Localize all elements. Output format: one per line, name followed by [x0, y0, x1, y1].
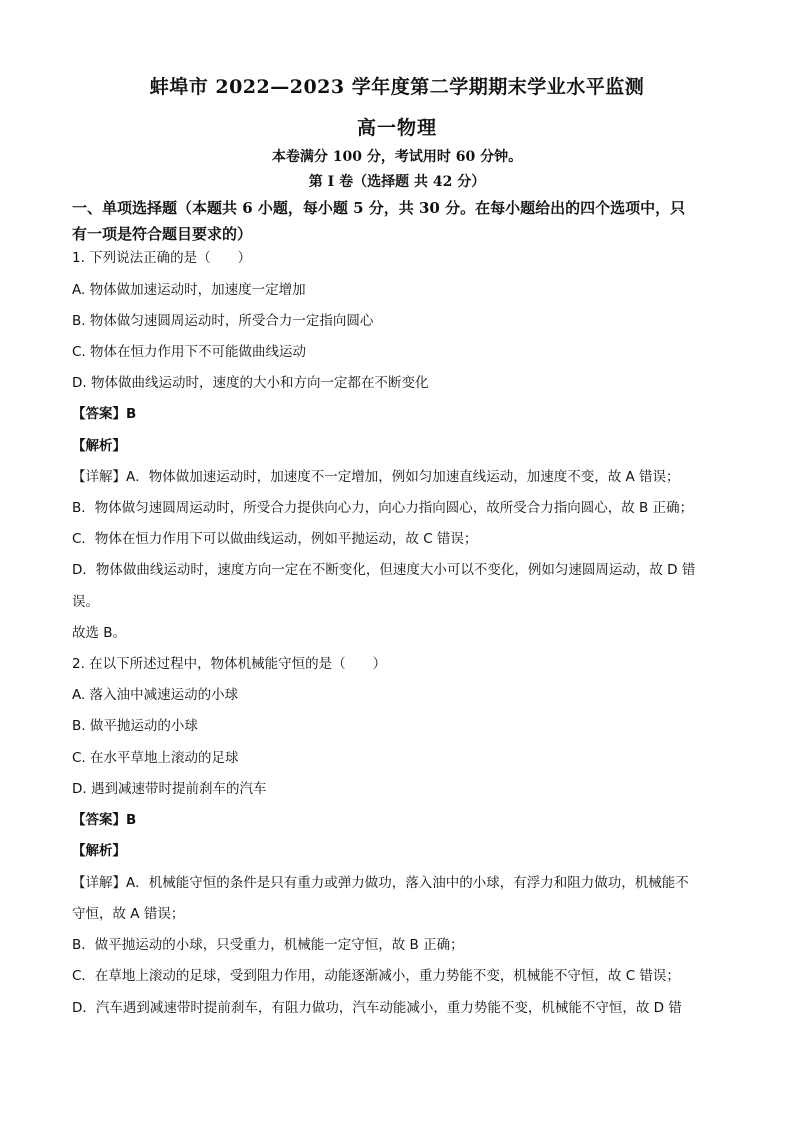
q1-analysis-label: 【解析】 [72, 438, 126, 454]
q2-option-a: A. 落入油中减速运动的小球 [72, 687, 239, 703]
section-heading [72, 195, 722, 247]
q1-option-a: A. 物体做加速运动时，加速度一定增加 [72, 282, 306, 298]
q1-detail-d-line-1: D．物体做曲线运动时，速度方向一定在不断变化，但速度大小可以不变化，例如匀速圆周运动，故 D 错 [72, 562, 696, 578]
q1-option-b: B. 物体做匀速圆周运动时，所受合力一定指向圆心 [72, 313, 374, 329]
exam-note: 本卷满分 100 分，考试用时 60 分钟。 [271, 149, 523, 165]
subject-title: 高一物理 [356, 117, 437, 139]
q2-option-c: C. 在水平草地上滚动的足球 [72, 750, 239, 766]
q2-answer: 【答案】B [72, 812, 137, 828]
q1-detail-d-line-2: 误。 [72, 594, 99, 610]
section-heading-line-1: 一、单项选择题（本题共 6 小题，每小题 5 分，共 30 分。在每小题给出的四个选项中，只 [72, 199, 686, 217]
q2-detail-c: C．在草地上滚动的足球，受到阻力作用，动能逐渐减小，重力势能不变，机械能不守恒，故 C 错误； [72, 968, 680, 984]
q1-detail-a: 【详解】A．物体做加速运动时，加速度不一定增加，例如匀加速直线运动，加速度不变，故 A 错误； [72, 469, 680, 485]
q2-option-b: B. 做平抛运动的小球 [72, 718, 198, 734]
q1-stem: 1. 下列说法正确的是（ ） [72, 250, 252, 266]
section-heading-line-2: 有一项是符合题目要求的） [72, 225, 253, 243]
q1-detail-b: B．物体做匀速圆周运动时，所受合力提供向心力，向心力指向圆心，故所受合力指向圆心，故 B 正确； [72, 500, 694, 516]
q1-detail-c: C．物体在恒力作用下可以做曲线运动，例如平抛运动，故 C 错误； [72, 531, 478, 547]
q2-detail-a-line-1: 【详解】A．机械能守恒的条件是只有重力或弹力做功，落入油中的小球，有浮力和阻力做功，机械能不 [72, 875, 689, 891]
q2-detail-a-line-2: 守恒，故 A 错误； [72, 906, 185, 922]
q2-detail-d: D．汽车遇到减速带时提前刹车，有阻力做功，汽车动能减小，重力势能不变，机械能不守恒，故 D 错 [72, 1000, 682, 1016]
q1-conclusion: 故选 B。 [72, 625, 127, 641]
q2-analysis-label: 【解析】 [72, 843, 126, 859]
q1-option-d: D. 物体做曲线运动时，速度的大小和方向一定都在不断变化 [72, 375, 429, 391]
exam-title: 蚌埠市 2022—2023 学年度第二学期期末学业水平监测 [149, 76, 645, 98]
q1-answer: 【答案】B [72, 406, 137, 422]
q2-option-d: D. 遇到减速带时提前刹车的汽车 [72, 781, 267, 797]
q1-option-c: C. 物体在恒力作用下不可能做曲线运动 [72, 344, 307, 360]
q2-detail-b: B．做平抛运动的小球，只受重力，机械能一定守恒，故 B 正确； [72, 937, 464, 953]
q2-stem: 2. 在以下所述过程中，物体机械能守恒的是（ ） [72, 656, 387, 672]
part-title: 第 I 卷（选择题 共 42 分） [308, 174, 486, 190]
